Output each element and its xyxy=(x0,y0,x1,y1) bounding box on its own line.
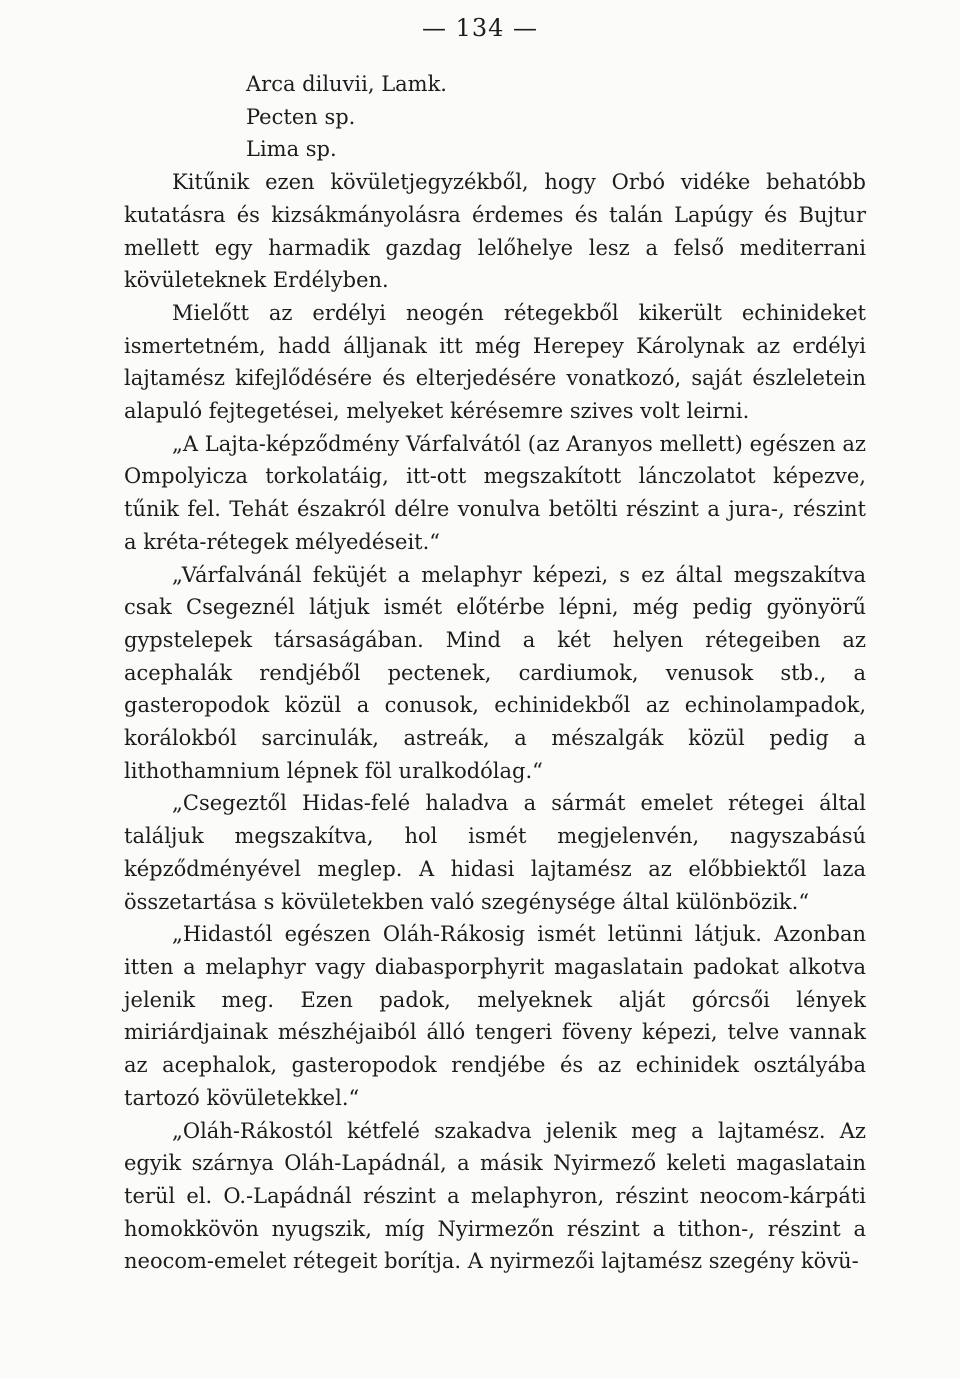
quoted-paragraph: „A Lajta-képződmény Várfalvától (az Aranyos mellett) egészen az Ompolyicza torkolatáig, itt-ott megszakított lánczolatot képezve, tűnik fel. Tehát északról délre vonulva betölti részint a jura-, részint a kréta-rétegek mélyedéseit.“ xyxy=(124,431,866,554)
species-list-item: Pecten sp. xyxy=(246,104,356,129)
page-body xyxy=(124,68,866,1278)
quoted-paragraph: „Oláh-Rákostól kétfelé szakadva jelenik meg a lajtamész. Az egyik szárnya Oláh-Lapádnál, a másik Nyirmező keleti magaslatain terül el. O.-Lapádnál részint a melaphyron, részint neocom-kárpáti homokkövön nyugszik, míg Nyirmezőn részint a tithon-, részint a neocom-emelet rétegeit borítja. A nyirmezői lajtamész szegény kövü- xyxy=(124,1118,866,1274)
paragraph: Mielőtt az erdélyi neogén rétegekből kikerült echinideket ismertetném, hadd álljanak itt még Herepey Károlynak az erdélyi lajtamész kifejlődésére és elterjedésére vonatkozó, saját észleletein alapuló fejtegetései, melyeket kérésemre szives volt leirni. xyxy=(124,300,866,424)
species-list-item: Lima sp. xyxy=(246,137,337,162)
page-number: — 134 — xyxy=(421,14,539,42)
paragraph: Kitűnik ezen kövületjegyzékből, hogy Orbó vidéke behatóbb kutatásra és kizsákmányolásra érdemes és talán Lapúgy és Bujtur mellett egy harmadik gazdag lelőhelye lesz a felső mediterrani kövületeknek Erdélyben. xyxy=(124,170,866,293)
species-list-item: Arca diluvii, Lamk. xyxy=(246,72,447,96)
quoted-paragraph: „Csegeztől Hidas-felé haladva a sármát emelet rétegei által találjuk megszakítva, hol ismét megjelenvén, nagyszabású képződményével meglep. A hidasi lajtamész az előbbiektől laza összetartása s kövületekben való szegénysége által különbözik.“ xyxy=(124,791,866,914)
quoted-paragraph: „Várfalvánál feküjét a melaphyr képezi, s ez által megszakítva csak Csegeznél látjuk ismét előtérbe lépni, még pedig gyönyörű gypstelepek társaságában. Mind a két helyen rétegeiben az acephalák rendjéből pectenek, cardiumok, venusok stb., a gasteropodok közül a conusok, echinidekből az echinolampadok, korálokból sarcinulák, astreák, a mészalgák közül pedig a lithothamnium lépnek föl uralkodólag.“ xyxy=(124,562,866,783)
quoted-paragraph: „Hidastól egészen Oláh-Rákosig ismét letünni látjuk. Azonban itten a melaphyr vagy diabasporphyrit magaslatain padokat alkotva jelenik meg. Ezen padok, melyeknek alját górcsői lények miriárdjainak mészhéjaiból álló tengeri föveny képezi, telve vannak az acephalok, gasteropodok rendjébe és az echinidek osztályába tartozó kövületekkel.“ xyxy=(124,922,866,1110)
